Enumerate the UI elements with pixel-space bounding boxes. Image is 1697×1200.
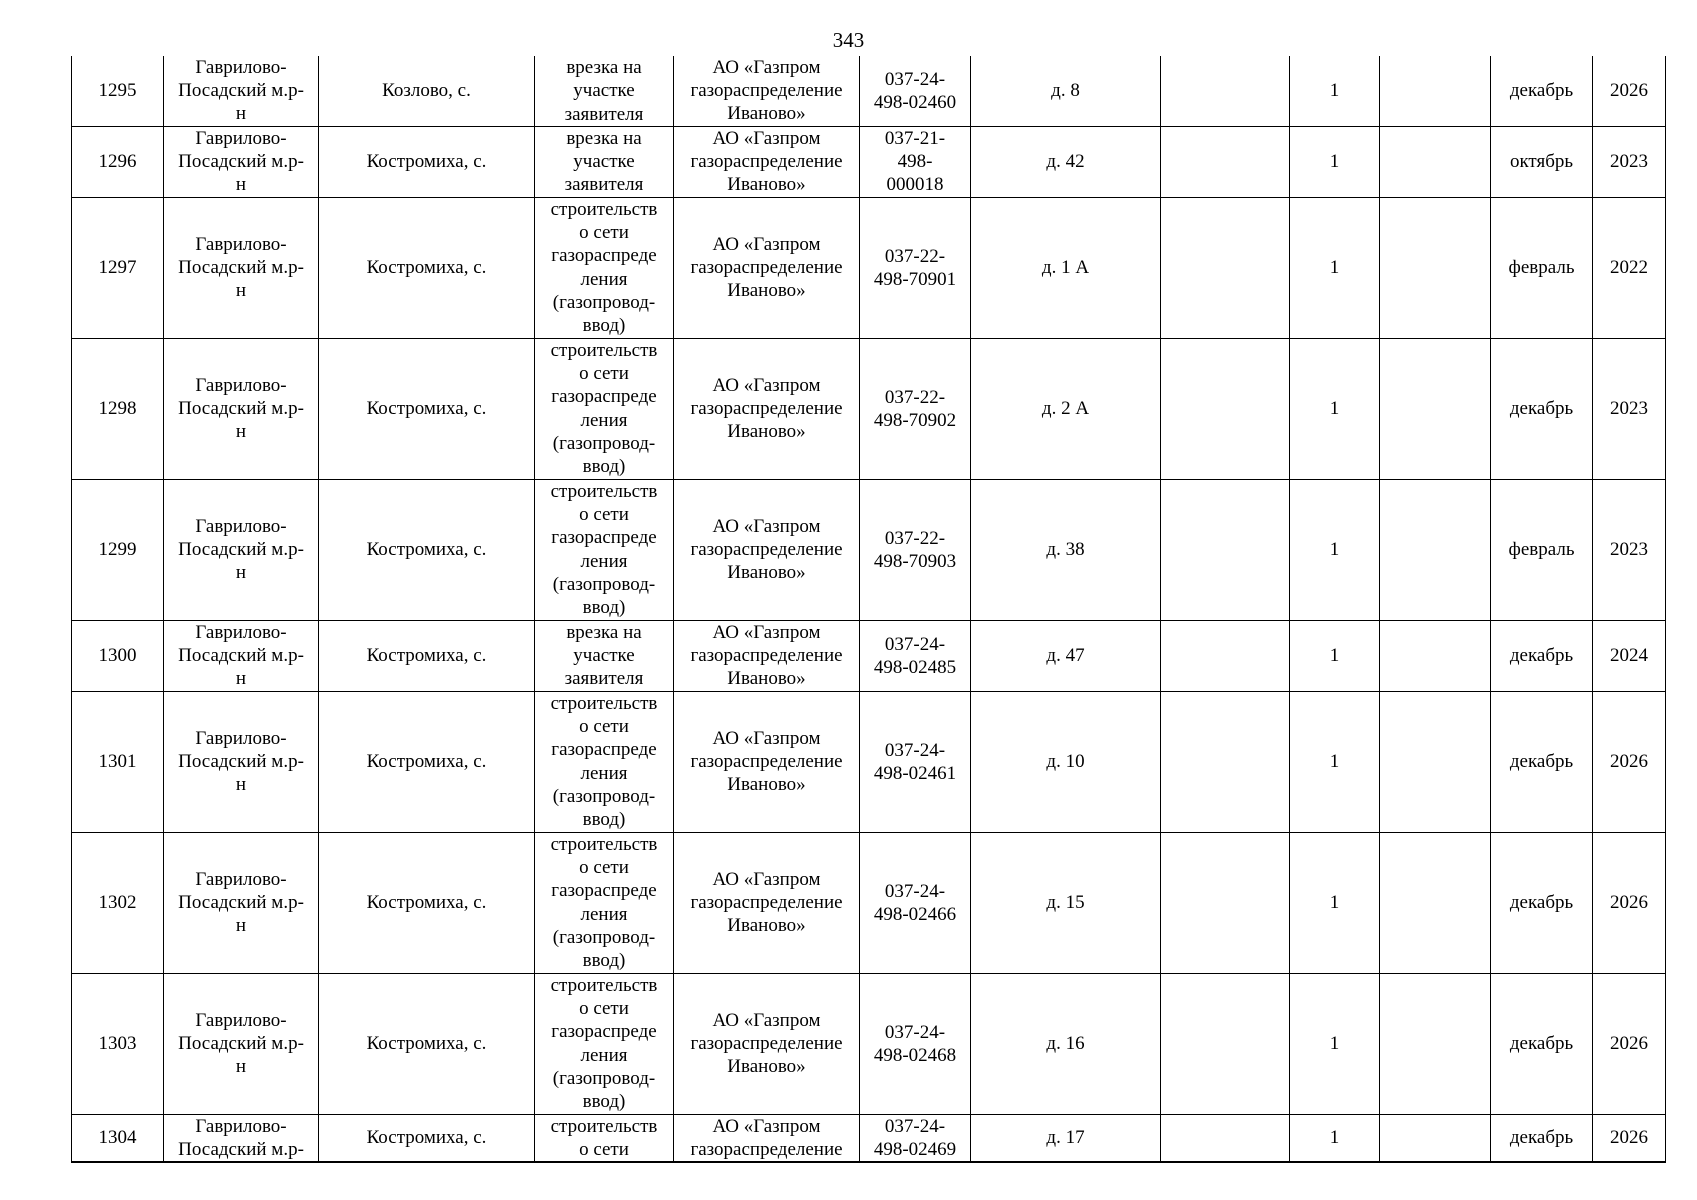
cell-district: Гаврилово- Посадский м.р- н [164, 620, 319, 691]
cell-org: АО «Газпром газораспределение Иваново» [674, 126, 860, 197]
cell-house: д. 8 [971, 56, 1161, 126]
cell-year: 2022 [1593, 197, 1666, 338]
cell-empty-10 [1380, 479, 1491, 620]
cell-district: Гаврилово- Посадский м.р- н [164, 197, 319, 338]
cell-count: 1 [1290, 56, 1380, 126]
cell-method: врезка на участке заявителя [535, 126, 674, 197]
cell-code: 037-24- 498-02468 [860, 973, 971, 1114]
cell-num: 1302 [72, 832, 164, 973]
cell-year: 2026 [1593, 832, 1666, 973]
cell-house: д. 16 [971, 973, 1161, 1114]
cell-method: врезка на участке заявителя [535, 56, 674, 126]
cell-org: АО «Газпром газораспределение Иваново» [674, 691, 860, 832]
cell-empty-8 [1161, 832, 1290, 973]
cell-method: строительств о сети газораспреде ления (газопровод- ввод) [535, 338, 674, 479]
cell-month: октябрь [1491, 126, 1593, 197]
cell-method: строительств о сети газораспреде ления (газопровод- ввод) [535, 197, 674, 338]
cell-code: 037-24- 498-02469 [860, 1114, 971, 1162]
cell-empty-8 [1161, 1114, 1290, 1162]
cell-count: 1 [1290, 338, 1380, 479]
cell-empty-8 [1161, 691, 1290, 832]
cell-code: 037-24- 498-02485 [860, 620, 971, 691]
page-number: 343 [832, 28, 865, 52]
cell-empty-8 [1161, 56, 1290, 126]
table-row [72, 56, 1666, 126]
cell-num: 1299 [72, 479, 164, 620]
cell-code: 037-21- 498- 000018 [860, 126, 971, 197]
cell-org: АО «Газпром газораспределение Иваново» [674, 973, 860, 1114]
table-row [72, 832, 1666, 973]
cell-count: 1 [1290, 479, 1380, 620]
cell-empty-8 [1161, 973, 1290, 1114]
cell-empty-10 [1380, 56, 1491, 126]
cell-settlement: Костромиха, с. [319, 620, 535, 691]
cell-settlement: Костромиха, с. [319, 197, 535, 338]
cell-settlement: Костромиха, с. [319, 691, 535, 832]
cell-empty-10 [1380, 126, 1491, 197]
cell-settlement: Костромиха, с. [319, 1114, 535, 1162]
table-row [72, 338, 1666, 479]
table-row [72, 197, 1666, 338]
cell-month: декабрь [1491, 691, 1593, 832]
cell-method: врезка на участке заявителя [535, 620, 674, 691]
cell-count: 1 [1290, 1114, 1380, 1162]
cell-house: д. 38 [971, 479, 1161, 620]
cell-settlement: Костромиха, с. [319, 338, 535, 479]
cell-num: 1301 [72, 691, 164, 832]
cell-num: 1303 [72, 973, 164, 1114]
cell-count: 1 [1290, 832, 1380, 973]
cell-year: 2026 [1593, 691, 1666, 832]
registry-table [71, 56, 1666, 1163]
cell-num: 1300 [72, 620, 164, 691]
cell-count: 1 [1290, 973, 1380, 1114]
cell-method: строительств о сети газораспреде ления (газопровод- ввод) [535, 832, 674, 973]
cell-district: Гаврилово- Посадский м.р- н [164, 479, 319, 620]
cell-org: АО «Газпром газораспределение [674, 1114, 860, 1162]
cell-org: АО «Газпром газораспределение Иваново» [674, 56, 860, 126]
cell-count: 1 [1290, 126, 1380, 197]
cell-month: декабрь [1491, 338, 1593, 479]
cell-year: 2026 [1593, 1114, 1666, 1162]
cell-district: Гаврилово- Посадский м.р- н [164, 973, 319, 1114]
cell-settlement: Козлово, с. [319, 56, 535, 126]
cell-empty-10 [1380, 973, 1491, 1114]
cell-month: декабрь [1491, 56, 1593, 126]
cell-settlement: Костромиха, с. [319, 126, 535, 197]
cell-empty-10 [1380, 1114, 1491, 1162]
cell-settlement: Костромиха, с. [319, 832, 535, 973]
cell-count: 1 [1290, 197, 1380, 338]
cell-settlement: Костромиха, с. [319, 973, 535, 1114]
cell-district: Гаврилово- Посадский м.р- н [164, 126, 319, 197]
cell-house: д. 17 [971, 1114, 1161, 1162]
cell-district: Гаврилово- Посадский м.р- н [164, 691, 319, 832]
cell-empty-10 [1380, 691, 1491, 832]
table-row [72, 973, 1666, 1114]
cell-num: 1304 [72, 1114, 164, 1162]
cell-house: д. 15 [971, 832, 1161, 973]
cell-code: 037-24- 498-02466 [860, 832, 971, 973]
cell-district: Гаврилово- Посадский м.р- н [164, 338, 319, 479]
cell-method: строительств о сети газораспреде ления (газопровод- ввод) [535, 691, 674, 832]
cell-month: декабрь [1491, 1114, 1593, 1162]
cell-num: 1295 [72, 56, 164, 126]
table-row [72, 620, 1666, 691]
cell-org: АО «Газпром газораспределение Иваново» [674, 479, 860, 620]
cell-house: д. 10 [971, 691, 1161, 832]
cell-empty-8 [1161, 479, 1290, 620]
cell-year: 2026 [1593, 56, 1666, 126]
cell-settlement: Костромиха, с. [319, 479, 535, 620]
cell-num: 1296 [72, 126, 164, 197]
cell-empty-10 [1380, 832, 1491, 973]
cell-org: АО «Газпром газораспределение Иваново» [674, 338, 860, 479]
cell-empty-10 [1380, 338, 1491, 479]
cell-empty-8 [1161, 620, 1290, 691]
cell-month: декабрь [1491, 973, 1593, 1114]
cell-count: 1 [1290, 691, 1380, 832]
cell-month: февраль [1491, 479, 1593, 620]
cell-empty-8 [1161, 338, 1290, 479]
cell-year: 2023 [1593, 338, 1666, 479]
table-row [72, 1114, 1666, 1162]
cell-code: 037-22- 498-70901 [860, 197, 971, 338]
cell-year: 2023 [1593, 479, 1666, 620]
cell-district: Гаврилово- Посадский м.р- [164, 1114, 319, 1162]
cell-house: д. 1 А [971, 197, 1161, 338]
cell-house: д. 2 А [971, 338, 1161, 479]
cell-org: АО «Газпром газораспределение Иваново» [674, 620, 860, 691]
cell-house: д. 47 [971, 620, 1161, 691]
cell-method: строительств о сети газораспреде ления (газопровод- ввод) [535, 479, 674, 620]
cell-code: 037-24- 498-02461 [860, 691, 971, 832]
table-row [72, 479, 1666, 620]
cell-code: 037-24- 498-02460 [860, 56, 971, 126]
table-body [72, 56, 1666, 1162]
cell-year: 2026 [1593, 973, 1666, 1114]
cell-year: 2024 [1593, 620, 1666, 691]
cell-month: декабрь [1491, 832, 1593, 973]
cell-code: 037-22- 498-70902 [860, 338, 971, 479]
cell-district: Гаврилово- Посадский м.р- н [164, 56, 319, 126]
cell-month: декабрь [1491, 620, 1593, 691]
cell-method: строительств о сети газораспреде ления (газопровод- ввод) [535, 973, 674, 1114]
cell-org: АО «Газпром газораспределение Иваново» [674, 197, 860, 338]
cell-empty-8 [1161, 126, 1290, 197]
cell-code: 037-22- 498-70903 [860, 479, 971, 620]
cell-district: Гаврилово- Посадский м.р- н [164, 832, 319, 973]
cell-house: д. 42 [971, 126, 1161, 197]
cell-method: строительств о сети [535, 1114, 674, 1162]
cell-num: 1297 [72, 197, 164, 338]
cell-count: 1 [1290, 620, 1380, 691]
cell-empty-10 [1380, 620, 1491, 691]
cell-org: АО «Газпром газораспределение Иваново» [674, 832, 860, 973]
table-row [72, 126, 1666, 197]
table-row [72, 691, 1666, 832]
cell-empty-8 [1161, 197, 1290, 338]
cell-month: февраль [1491, 197, 1593, 338]
cell-empty-10 [1380, 197, 1491, 338]
cell-num: 1298 [72, 338, 164, 479]
cell-year: 2023 [1593, 126, 1666, 197]
